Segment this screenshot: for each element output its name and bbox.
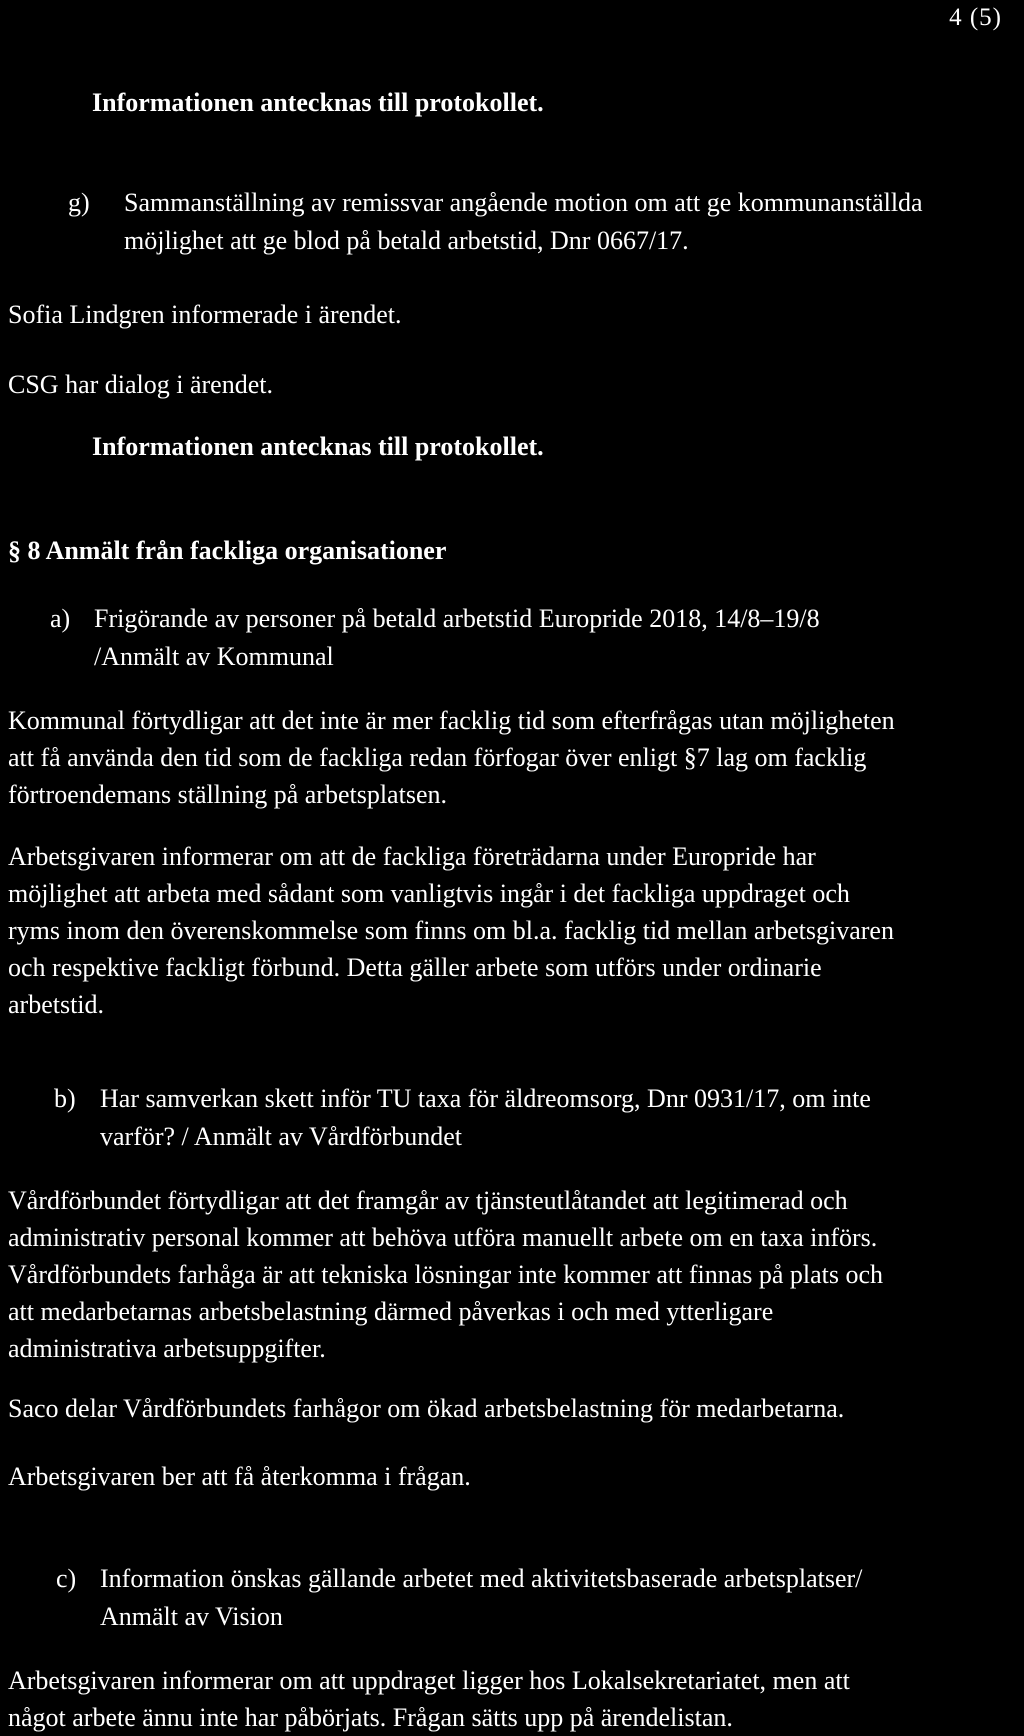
vardforbundet-line-2: administrativ personal kommer att behöva utföra manuellt arbete om en taxa införs.: [8, 1223, 878, 1252]
kommunal-line-3: förtroendemans ställning på arbetsplatsen.: [8, 780, 447, 809]
vardforbundet-line-3: Vårdförbundets farhåga är att tekniska lösningar inte kommer att finnas på plats och: [8, 1260, 884, 1289]
page-number: 4 (5): [949, 4, 1002, 31]
item-b-marker: b): [54, 1084, 76, 1113]
vardforbundet-line-4: att medarbetarnas arbetsbelastning därmed påverkas i och med ytterligare: [8, 1297, 774, 1326]
sofia-paragraph: Sofia Lindgren informerade i ärendet.: [8, 300, 402, 329]
csg-paragraph: CSG har dialog i ärendet.: [8, 370, 273, 399]
item-a-line-1: Frigörande av personer på betald arbetstid Europride 2018, 14/8–19/8: [94, 604, 820, 633]
arbetsgivaren-1-line-1: Arbetsgivaren informerar om att de fackliga företrädarna under Europride har: [8, 842, 816, 871]
arbetsgivaren-paragraph-2: Arbetsgivaren ber att få återkomma i frågan.: [8, 1462, 471, 1491]
item-a-marker: a): [50, 604, 71, 633]
item-g-line-2: möjlighet att ge blod på betald arbetstid, Dnr 0667/17.: [124, 226, 689, 255]
item-g: [68, 184, 923, 260]
item-c-line-1: Information önskas gällande arbetet med aktivitetsbaserade arbetsplatser/: [100, 1564, 863, 1593]
protocol-note-top: Informationen antecknas till protokollet.: [92, 88, 544, 117]
arbetsgivaren-1-line-2: möjlighet att arbeta med sådant som vanligtvis ingår i det fackliga uppdraget och: [8, 879, 850, 908]
item-b-line-2: varför? / Anmält av Vårdförbundet: [100, 1122, 462, 1151]
section-8-heading: § 8 Anmält från fackliga organisationer: [8, 536, 447, 565]
item-c: [56, 1560, 862, 1636]
arbetsgivaren-paragraph-3: [8, 1662, 850, 1736]
item-a: [50, 600, 820, 676]
arbetsgivaren-paragraph-1: [8, 838, 894, 1023]
item-b: [54, 1080, 871, 1156]
item-b-line-1: Har samverkan skett inför TU taxa för äldreomsorg, Dnr 0931/17, om inte: [100, 1084, 871, 1113]
item-a-line-2: /Anmält av Kommunal: [94, 642, 334, 671]
vardforbundet-paragraph: [8, 1182, 883, 1367]
item-g-line-1: Sammanställning av remissvar angående motion om att ge kommunanställda: [124, 188, 923, 217]
kommunal-line-1: Kommunal förtydligar att det inte är mer facklig tid som efterfrågas utan möjligheten: [8, 706, 895, 735]
item-c-marker: c): [56, 1564, 77, 1593]
vardforbundet-line-5: administrativa arbetsuppgifter.: [8, 1334, 326, 1363]
arbetsgivaren-1-line-5: arbetstid.: [8, 990, 105, 1019]
saco-paragraph: Saco delar Vårdförbundets farhågor om ökad arbetsbelastning för medarbetarna.: [8, 1394, 845, 1423]
vardforbundet-line-1: Vårdförbundet förtydligar att det framgår av tjänsteutlåtandet att legitimerad och: [8, 1186, 848, 1215]
arbetsgivaren-3-line-2: något arbete ännu inte har påbörjats. Frågan sätts upp på ärendelistan.: [8, 1703, 733, 1732]
kommunal-paragraph: [8, 702, 895, 813]
kommunal-line-2: att få använda den tid som de fackliga redan förfogar över enligt §7 lag om facklig: [8, 743, 867, 772]
protocol-note-mid: Informationen antecknas till protokollet.: [92, 432, 544, 461]
arbetsgivaren-1-line-4: och respektive fackligt förbund. Detta gäller arbete som utförs under ordinarie: [8, 953, 822, 982]
item-g-marker: g): [68, 188, 90, 217]
item-c-line-2: Anmält av Vision: [100, 1602, 283, 1631]
arbetsgivaren-3-line-1: Arbetsgivaren informerar om att uppdraget ligger hos Lokalsekretariatet, men att: [8, 1666, 850, 1695]
arbetsgivaren-1-line-3: ryms inom den överenskommelse som finns om bl.a. facklig tid mellan arbetsgivaren: [8, 916, 894, 945]
